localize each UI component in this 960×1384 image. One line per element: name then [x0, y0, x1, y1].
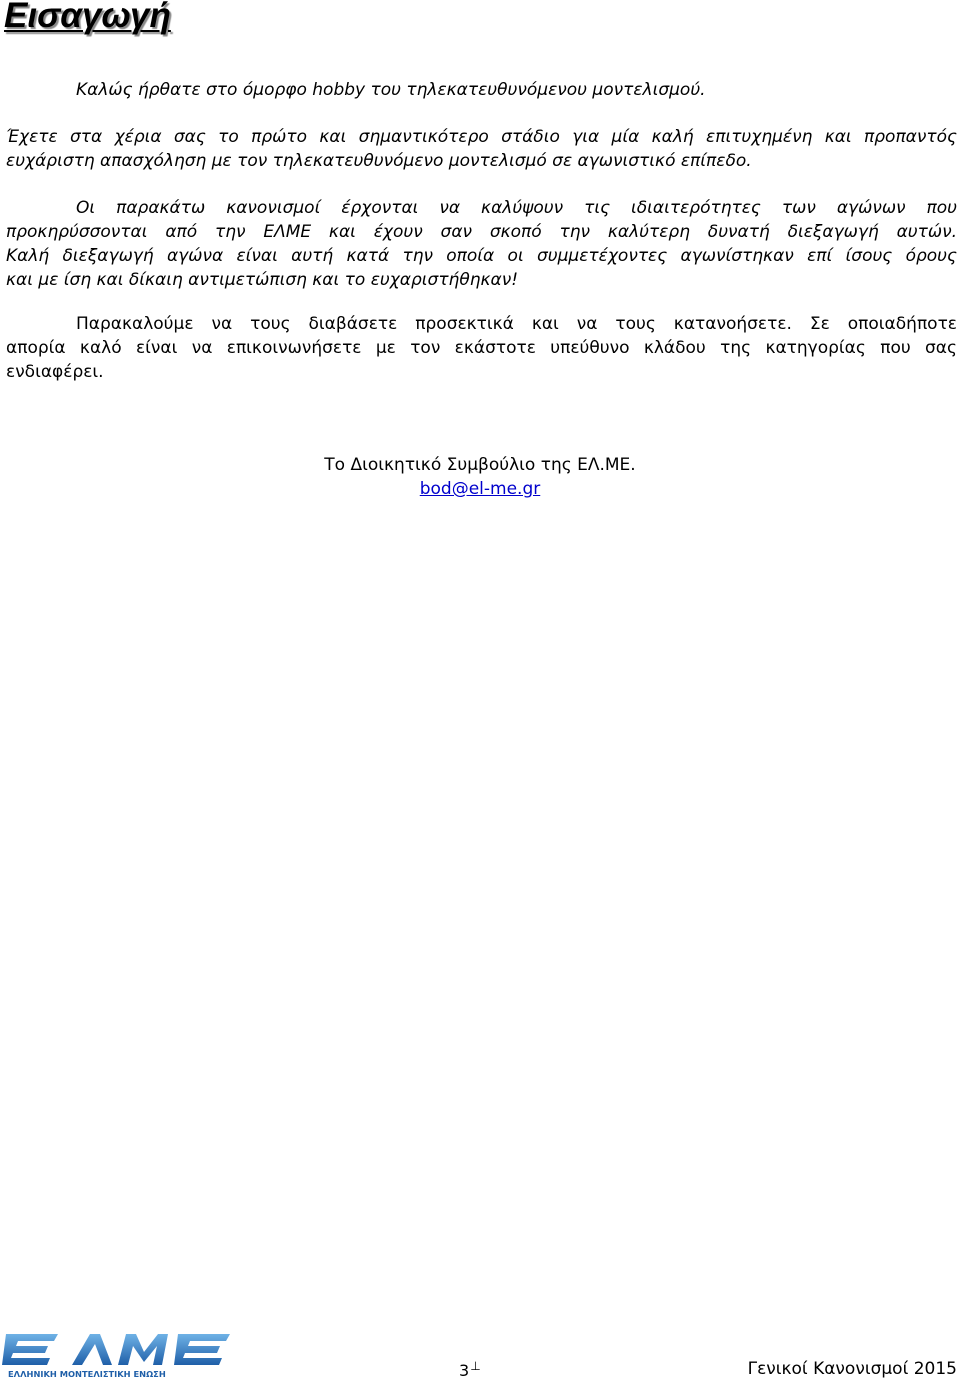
- rules-line: Καλή διεξαγωγή αγώνα είναι αυτή κατά την οποία οι συμμετέχοντες αγωνίστηκαν επί ίσους όρους: [6, 246, 957, 266]
- contact-line: απορία καλό είναι να επικοινωνήσετε με τον εκάστοτε υπεύθυνο κλάδου της κατηγορίας που σας: [6, 338, 957, 358]
- email-link[interactable]: bod@el-me.gr: [419, 479, 541, 499]
- rules-line: προκηρύσσονται από την ΕΛΜΕ και έχουν σαν σκοπό την καλύτερη δυνατή διεξαγωγή αυτών.: [6, 222, 957, 242]
- welcome-text: Καλώς ήρθατε στο όμορφο hobby του τηλεκατευθυνόμενου μοντελισμού.: [76, 80, 706, 100]
- page-title: Εισαγωγή: [4, 0, 171, 35]
- elme-logo: [2, 1330, 232, 1380]
- contact-line: ενδιαφέρει.: [6, 362, 104, 382]
- logo-subtitle: ΕΛΛΗΝΙΚΗ ΜΟΝΤΕΛΙΣΤΙΚΗ ΕΝΩΣΗ: [8, 1369, 166, 1379]
- rules-paragraph: [6, 196, 957, 292]
- intro-line: ευχάριστη απασχόληση με τον τηλεκατευθυνόμενο μοντελισμό σε αγωνιστικό επίπεδο.: [6, 151, 752, 171]
- page-mark: ⊥: [470, 1359, 481, 1373]
- welcome-paragraph: [6, 78, 957, 102]
- contact-line: Παρακαλούμε να τους διαβάσετε προσεκτικά και να τους κατανοήσετε. Σε οποιαδήποτε: [76, 314, 957, 334]
- rules-line: Οι παρακάτω κανονισμοί έρχονται να καλύψουν τις ιδιαιτερότητες των αγώνων που: [76, 198, 957, 218]
- intro-paragraph: [6, 125, 957, 173]
- contact-paragraph: [6, 312, 957, 384]
- footer-document-title: Γενικοί Κανονισμοί 2015: [747, 1359, 957, 1379]
- signature-title: Το Διοικητικό Συμβούλιο της ΕΛ.ΜΕ.: [324, 455, 636, 475]
- rules-line: και με ίση και δίκαιη αντιμετώπιση και το ευχαριστήθηκαν!: [6, 270, 519, 290]
- page-number: 3⊥: [459, 1359, 481, 1380]
- intro-line: Έχετε στα χέρια σας το πρώτο και σημαντικότερο στάδιο για μία καλή επιτυχημένη και προπαντός: [6, 127, 957, 147]
